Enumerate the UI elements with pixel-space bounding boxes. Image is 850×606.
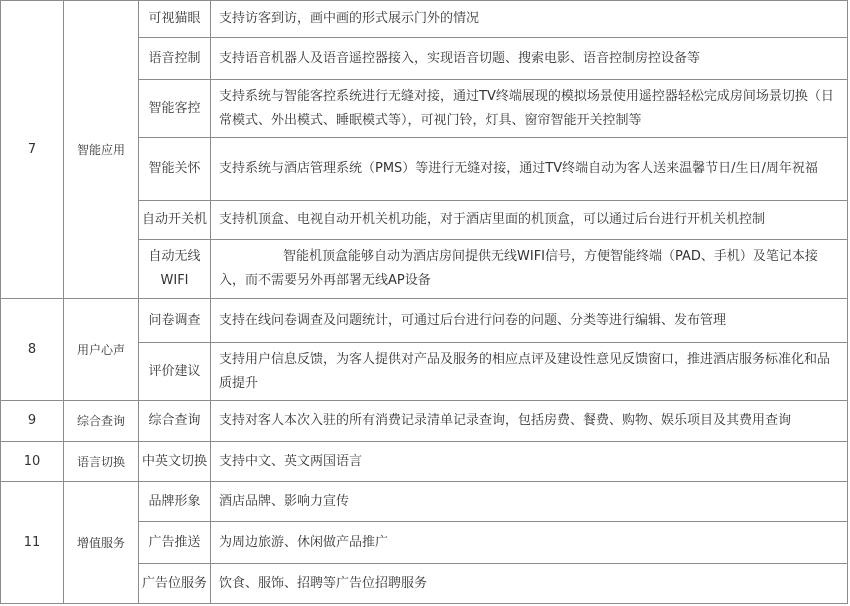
- table-row: [1, 482, 848, 522]
- group-number: 10: [1, 442, 64, 482]
- table-row: [1, 1, 848, 38]
- feature-name: 可视猫眼: [139, 1, 211, 38]
- feature-name: 综合查询: [139, 401, 211, 442]
- feature-name: 自动无线WIFI: [139, 240, 211, 299]
- group-number: 7: [1, 1, 64, 299]
- feature-name: 广告位服务: [139, 564, 211, 604]
- feature-description: 为周边旅游、休闲做产品推广: [211, 522, 848, 564]
- group-number: 8: [1, 299, 64, 401]
- feature-name: 自动开关机: [139, 201, 211, 240]
- group-category: 综合查询: [64, 401, 139, 442]
- feature-name: 智能客控: [139, 80, 211, 138]
- feature-description: 支持语音机器人及语音遥控器接入，实现语音切题、搜索电影、语音控制房控设备等: [211, 38, 848, 80]
- feature-description: 饮食、服饰、招聘等广告位招聘服务: [211, 564, 848, 604]
- group-number: 11: [1, 482, 64, 604]
- feature-description: 支持机顶盒、电视自动开机关机功能，对于酒店里面的机顶盒，可以通过后台进行开机关机控制: [211, 201, 848, 240]
- table-row: [1, 442, 848, 482]
- table-row: [1, 299, 848, 343]
- feature-name: 品牌形象: [139, 482, 211, 522]
- feature-name: 语音控制: [139, 38, 211, 80]
- table-row: [1, 401, 848, 442]
- feature-description: 支持系统与酒店管理系统（PMS）等进行无缝对接，通过TV终端自动为客人送来温馨节日/生日/周年祝福: [211, 138, 848, 201]
- feature-description-text: 智能机顶盒能够自动为酒店房间提供无线WIFI信号，方便智能终端（PAD、手机）及笔记本接入，而不需要另外再部署无线AP设备: [219, 249, 818, 288]
- feature-description: [211, 240, 848, 299]
- group-number: 9: [1, 401, 64, 442]
- feature-description: 支持用户信息反馈，为客人提供对产品及服务的相应点评及建设性意见反馈窗口，推进酒店服务标准化和品质提升: [211, 343, 848, 401]
- feature-description: 支持中文、英文两国语言: [211, 442, 848, 482]
- feature-name: 广告推送: [139, 522, 211, 564]
- feature-description: 支持在线问卷调查及问题统计，可通过后台进行问卷的问题、分类等进行编辑、发布管理: [211, 299, 848, 343]
- group-category: 用户心声: [64, 299, 139, 401]
- group-category: 智能应用: [64, 1, 139, 299]
- feature-name: 问卷调查: [139, 299, 211, 343]
- feature-description: 支持对客人本次入驻的所有消费记录清单记录查询，包括房费、餐费、购物、娱乐项目及其费用查询: [211, 401, 848, 442]
- group-category: 语言切换: [64, 442, 139, 482]
- group-category: 增值服务: [64, 482, 139, 604]
- feature-name: 中英文切换: [139, 442, 211, 482]
- feature-description: 酒店品牌、影响力宣传: [211, 482, 848, 522]
- feature-description: 支持访客到访，画中画的形式展示门外的情况: [211, 1, 848, 38]
- feature-description: 支持系统与智能客控系统进行无缝对接，通过TV终端展现的模拟场景使用遥控器轻松完成房间场景切换（日常模式、外出模式、睡眠模式等），可视门铃，灯具、窗帘智能开关控制等: [211, 80, 848, 138]
- feature-name: 智能关怀: [139, 138, 211, 201]
- feature-name: 评价建议: [139, 343, 211, 401]
